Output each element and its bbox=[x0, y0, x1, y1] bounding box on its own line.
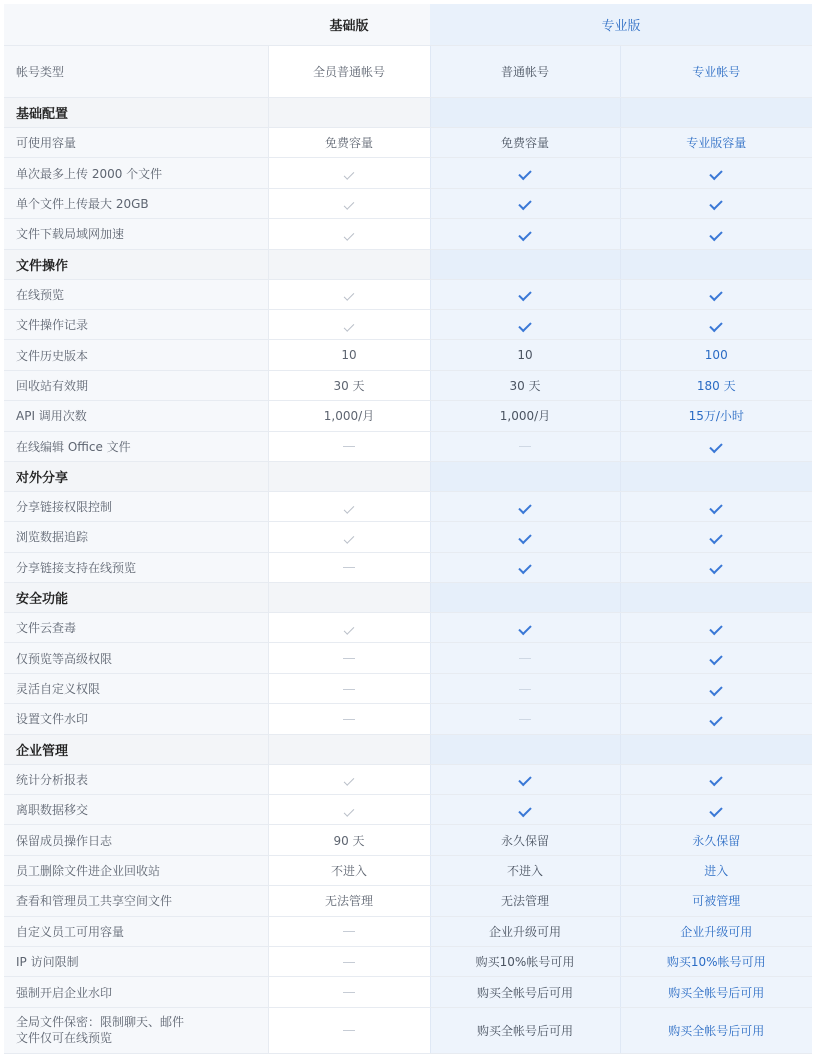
feature-value-pro-normal: 1,000/月 bbox=[430, 401, 620, 431]
account-type-pro-pro: 专业帐号 bbox=[620, 46, 812, 98]
check-icon bbox=[344, 806, 355, 817]
feature-label: 文件历史版本 bbox=[4, 340, 268, 370]
feature-label-line: 文件仅可在线预览 bbox=[16, 1031, 113, 1046]
feature-label: 回收站有效期 bbox=[4, 370, 268, 400]
feature-value-basic bbox=[268, 795, 430, 825]
check-icon bbox=[344, 776, 355, 787]
feature-label: 浏览数据追踪 bbox=[4, 522, 268, 552]
check-icon bbox=[710, 773, 723, 786]
feature-label: API 调用次数 bbox=[4, 401, 268, 431]
feature-value-pro-normal: 购买10%帐号可用 bbox=[430, 946, 620, 976]
feature-label: 单个文件上传最大 20GB bbox=[4, 188, 268, 218]
check-icon bbox=[518, 197, 531, 210]
feature-row bbox=[4, 431, 812, 461]
check-icon bbox=[518, 288, 531, 301]
feature-label: IP 访问限制 bbox=[4, 946, 268, 976]
section-title: 文件操作 bbox=[4, 249, 268, 279]
feature-row bbox=[4, 522, 812, 552]
check-icon bbox=[710, 682, 723, 695]
plan-basic-header: 基础版 bbox=[268, 4, 430, 46]
feature-label: 可使用容量 bbox=[4, 128, 268, 158]
feature-label: 员工删除文件进企业回收站 bbox=[4, 855, 268, 885]
section-pro-pro-cell bbox=[620, 734, 812, 764]
feature-row bbox=[4, 309, 812, 339]
feature-value-basic bbox=[268, 977, 430, 1007]
check-icon bbox=[518, 773, 531, 786]
feature-value-basic bbox=[268, 1007, 430, 1053]
feature-value-basic bbox=[268, 673, 430, 703]
feature-value-pro-pro bbox=[620, 309, 812, 339]
section-pro-pro-cell bbox=[620, 98, 812, 128]
feature-value-pro-normal bbox=[430, 188, 620, 218]
feature-value-basic: 1,000/月 bbox=[268, 401, 430, 431]
feature-row bbox=[4, 340, 812, 370]
feature-value-basic: 不进入 bbox=[268, 855, 430, 885]
feature-row bbox=[4, 764, 812, 794]
feature-value-pro-pro bbox=[620, 552, 812, 582]
feature-row bbox=[4, 188, 812, 218]
feature-value-basic bbox=[268, 704, 430, 734]
feature-value-pro-normal: 企业升级可用 bbox=[430, 916, 620, 946]
feature-row bbox=[4, 219, 812, 249]
feature-value-pro-normal: 不进入 bbox=[430, 855, 620, 885]
check-icon bbox=[710, 318, 723, 331]
section-pro-normal-cell bbox=[430, 98, 620, 128]
feature-value-pro-normal bbox=[430, 279, 620, 309]
feature-value-basic: 免费容量 bbox=[268, 128, 430, 158]
feature-value-pro-normal bbox=[430, 219, 620, 249]
section-title: 企业管理 bbox=[4, 734, 268, 764]
feature-label: 保留成员操作日志 bbox=[4, 825, 268, 855]
feature-row bbox=[4, 1007, 812, 1053]
feature-label: 查看和管理员工共享空间文件 bbox=[4, 886, 268, 916]
feature-label: 设置文件水印 bbox=[4, 704, 268, 734]
section-title: 对外分享 bbox=[4, 461, 268, 491]
feature-value-pro-normal bbox=[430, 643, 620, 673]
check-icon bbox=[710, 167, 723, 180]
feature-value-basic bbox=[268, 613, 430, 643]
feature-row bbox=[4, 795, 812, 825]
account-type-label: 帐号类型 bbox=[4, 46, 268, 98]
feature-value-basic: 无法管理 bbox=[268, 886, 430, 916]
feature-value-basic bbox=[268, 279, 430, 309]
feature-value-pro-normal bbox=[430, 309, 620, 339]
section-header-row bbox=[4, 98, 812, 128]
check-icon bbox=[518, 228, 531, 241]
section-pro-normal-cell bbox=[430, 734, 620, 764]
check-icon bbox=[710, 228, 723, 241]
feature-row bbox=[4, 401, 812, 431]
feature-value-pro-pro: 专业版容量 bbox=[620, 128, 812, 158]
feature-value-pro-pro bbox=[620, 643, 812, 673]
feature-label: 分享链接支持在线预览 bbox=[4, 552, 268, 582]
feature-row bbox=[4, 825, 812, 855]
feature-row bbox=[4, 613, 812, 643]
feature-value-pro-normal bbox=[430, 764, 620, 794]
feature-label bbox=[4, 1007, 268, 1053]
check-icon bbox=[518, 500, 531, 513]
feature-value-pro-normal bbox=[430, 431, 620, 461]
feature-value-pro-pro: 15万/小时 bbox=[620, 401, 812, 431]
section-header-row bbox=[4, 461, 812, 491]
feature-value-pro-pro: 180 天 bbox=[620, 370, 812, 400]
feature-label: 仅预览等高级权限 bbox=[4, 643, 268, 673]
feature-row bbox=[4, 855, 812, 885]
section-basic-cell bbox=[268, 461, 430, 491]
feature-value-basic bbox=[268, 309, 430, 339]
feature-value-basic bbox=[268, 552, 430, 582]
feature-label: 强制开启企业水印 bbox=[4, 977, 268, 1007]
check-icon bbox=[710, 197, 723, 210]
feature-value-basic bbox=[268, 764, 430, 794]
dash-icon bbox=[519, 658, 531, 659]
feature-label: 文件下载局域网加速 bbox=[4, 219, 268, 249]
dash-icon bbox=[343, 567, 355, 568]
check-icon bbox=[710, 288, 723, 301]
feature-value-pro-normal bbox=[430, 795, 620, 825]
dash-icon bbox=[519, 446, 531, 447]
feature-value-pro-normal bbox=[430, 613, 620, 643]
feature-value-pro-pro: 进入 bbox=[620, 855, 812, 885]
feature-row bbox=[4, 370, 812, 400]
feature-value-pro-normal: 10 bbox=[430, 340, 620, 370]
feature-value-pro-normal bbox=[430, 704, 620, 734]
feature-value-pro-pro bbox=[620, 279, 812, 309]
check-icon bbox=[710, 804, 723, 817]
dash-icon bbox=[343, 446, 355, 447]
plan-header-row bbox=[4, 4, 812, 46]
feature-value-pro-pro: 购买10%帐号可用 bbox=[620, 946, 812, 976]
section-pro-pro-cell bbox=[620, 583, 812, 613]
feature-value-pro-pro bbox=[620, 704, 812, 734]
check-icon bbox=[344, 200, 355, 211]
feature-value-pro-normal bbox=[430, 552, 620, 582]
check-icon bbox=[344, 503, 355, 514]
dash-icon bbox=[519, 719, 531, 720]
header-empty-cell bbox=[4, 4, 268, 46]
feature-value-pro-pro: 企业升级可用 bbox=[620, 916, 812, 946]
section-title: 基础配置 bbox=[4, 98, 268, 128]
check-icon bbox=[344, 290, 355, 301]
feature-row bbox=[4, 128, 812, 158]
dash-icon bbox=[343, 719, 355, 720]
feature-value-pro-normal: 无法管理 bbox=[430, 886, 620, 916]
feature-value-pro-pro: 可被管理 bbox=[620, 886, 812, 916]
feature-row bbox=[4, 886, 812, 916]
feature-value-basic: 30 天 bbox=[268, 370, 430, 400]
feature-label: 在线编辑 Office 文件 bbox=[4, 431, 268, 461]
section-pro-normal-cell bbox=[430, 583, 620, 613]
feature-value-basic bbox=[268, 522, 430, 552]
feature-label: 离职数据移交 bbox=[4, 795, 268, 825]
section-pro-normal-cell bbox=[430, 461, 620, 491]
plan-pro-header: 专业版 bbox=[430, 4, 812, 46]
check-icon bbox=[344, 230, 355, 241]
feature-value-pro-pro bbox=[620, 188, 812, 218]
feature-row bbox=[4, 704, 812, 734]
check-icon bbox=[710, 622, 723, 635]
feature-label: 自定义员工可用容量 bbox=[4, 916, 268, 946]
feature-label: 单次最多上传 2000 个文件 bbox=[4, 158, 268, 188]
section-basic-cell bbox=[268, 249, 430, 279]
section-pro-pro-cell bbox=[620, 249, 812, 279]
section-title: 安全功能 bbox=[4, 583, 268, 613]
feature-value-pro-pro bbox=[620, 158, 812, 188]
dash-icon bbox=[519, 689, 531, 690]
check-icon bbox=[710, 531, 723, 544]
feature-value-pro-normal: 购买全帐号后可用 bbox=[430, 1007, 620, 1053]
feature-value-pro-pro: 购买全帐号后可用 bbox=[620, 977, 812, 1007]
feature-value-basic bbox=[268, 219, 430, 249]
feature-label: 统计分析报表 bbox=[4, 764, 268, 794]
feature-value-basic: 90 天 bbox=[268, 825, 430, 855]
feature-value-pro-pro bbox=[620, 491, 812, 521]
feature-value-pro-pro bbox=[620, 431, 812, 461]
check-icon bbox=[344, 624, 355, 635]
feature-row bbox=[4, 977, 812, 1007]
check-icon bbox=[518, 167, 531, 180]
feature-row bbox=[4, 158, 812, 188]
feature-row bbox=[4, 643, 812, 673]
feature-label: 文件云查毒 bbox=[4, 613, 268, 643]
check-icon bbox=[710, 713, 723, 726]
section-header-row bbox=[4, 583, 812, 613]
feature-value-basic: 10 bbox=[268, 340, 430, 370]
feature-label: 文件操作记录 bbox=[4, 309, 268, 339]
check-icon bbox=[518, 804, 531, 817]
section-header-row bbox=[4, 249, 812, 279]
check-icon bbox=[518, 561, 531, 574]
section-pro-pro-cell bbox=[620, 461, 812, 491]
feature-row bbox=[4, 916, 812, 946]
feature-label: 在线预览 bbox=[4, 279, 268, 309]
account-type-basic: 全员普通帐号 bbox=[268, 46, 430, 98]
feature-value-basic bbox=[268, 431, 430, 461]
feature-label-line: 全局文件保密：限制聊天、邮件 bbox=[16, 1015, 185, 1030]
account-type-row bbox=[4, 46, 812, 98]
dash-icon bbox=[343, 1030, 355, 1031]
feature-value-basic bbox=[268, 916, 430, 946]
dash-icon bbox=[343, 992, 355, 993]
section-pro-normal-cell bbox=[430, 249, 620, 279]
feature-value-pro-pro: 100 bbox=[620, 340, 812, 370]
section-basic-cell bbox=[268, 734, 430, 764]
feature-value-pro-pro bbox=[620, 795, 812, 825]
feature-row bbox=[4, 946, 812, 976]
check-icon bbox=[710, 500, 723, 513]
dash-icon bbox=[343, 962, 355, 963]
check-icon bbox=[344, 169, 355, 180]
feature-value-basic bbox=[268, 188, 430, 218]
check-icon bbox=[344, 533, 355, 544]
feature-value-basic bbox=[268, 158, 430, 188]
feature-value-pro-normal: 购买全帐号后可用 bbox=[430, 977, 620, 1007]
check-icon bbox=[710, 652, 723, 665]
feature-label: 灵活自定义权限 bbox=[4, 673, 268, 703]
feature-value-basic bbox=[268, 643, 430, 673]
dash-icon bbox=[343, 658, 355, 659]
feature-value-pro-normal bbox=[430, 491, 620, 521]
check-icon bbox=[710, 561, 723, 574]
feature-label: 分享链接权限控制 bbox=[4, 491, 268, 521]
dash-icon bbox=[343, 931, 355, 932]
section-basic-cell bbox=[268, 98, 430, 128]
feature-value-pro-pro bbox=[620, 522, 812, 552]
plan-comparison-table bbox=[4, 4, 812, 1054]
feature-value-pro-normal bbox=[430, 522, 620, 552]
check-icon bbox=[710, 440, 723, 453]
check-icon bbox=[344, 321, 355, 332]
feature-value-pro-normal bbox=[430, 673, 620, 703]
dash-icon bbox=[343, 689, 355, 690]
section-basic-cell bbox=[268, 583, 430, 613]
feature-value-pro-pro: 永久保留 bbox=[620, 825, 812, 855]
feature-row bbox=[4, 552, 812, 582]
feature-value-pro-normal bbox=[430, 158, 620, 188]
feature-value-basic bbox=[268, 491, 430, 521]
feature-value-pro-pro bbox=[620, 613, 812, 643]
feature-value-pro-normal: 30 天 bbox=[430, 370, 620, 400]
feature-value-pro-normal: 永久保留 bbox=[430, 825, 620, 855]
feature-value-pro-pro bbox=[620, 219, 812, 249]
feature-value-pro-pro bbox=[620, 764, 812, 794]
feature-value-pro-pro: 购买全帐号后可用 bbox=[620, 1007, 812, 1053]
section-header-row bbox=[4, 734, 812, 764]
feature-value-basic bbox=[268, 946, 430, 976]
check-icon bbox=[518, 531, 531, 544]
feature-row bbox=[4, 491, 812, 521]
feature-value-pro-normal: 免费容量 bbox=[430, 128, 620, 158]
feature-row bbox=[4, 279, 812, 309]
check-icon bbox=[518, 622, 531, 635]
account-type-pro-normal: 普通帐号 bbox=[430, 46, 620, 98]
check-icon bbox=[518, 318, 531, 331]
feature-value-pro-pro bbox=[620, 673, 812, 703]
feature-row bbox=[4, 673, 812, 703]
